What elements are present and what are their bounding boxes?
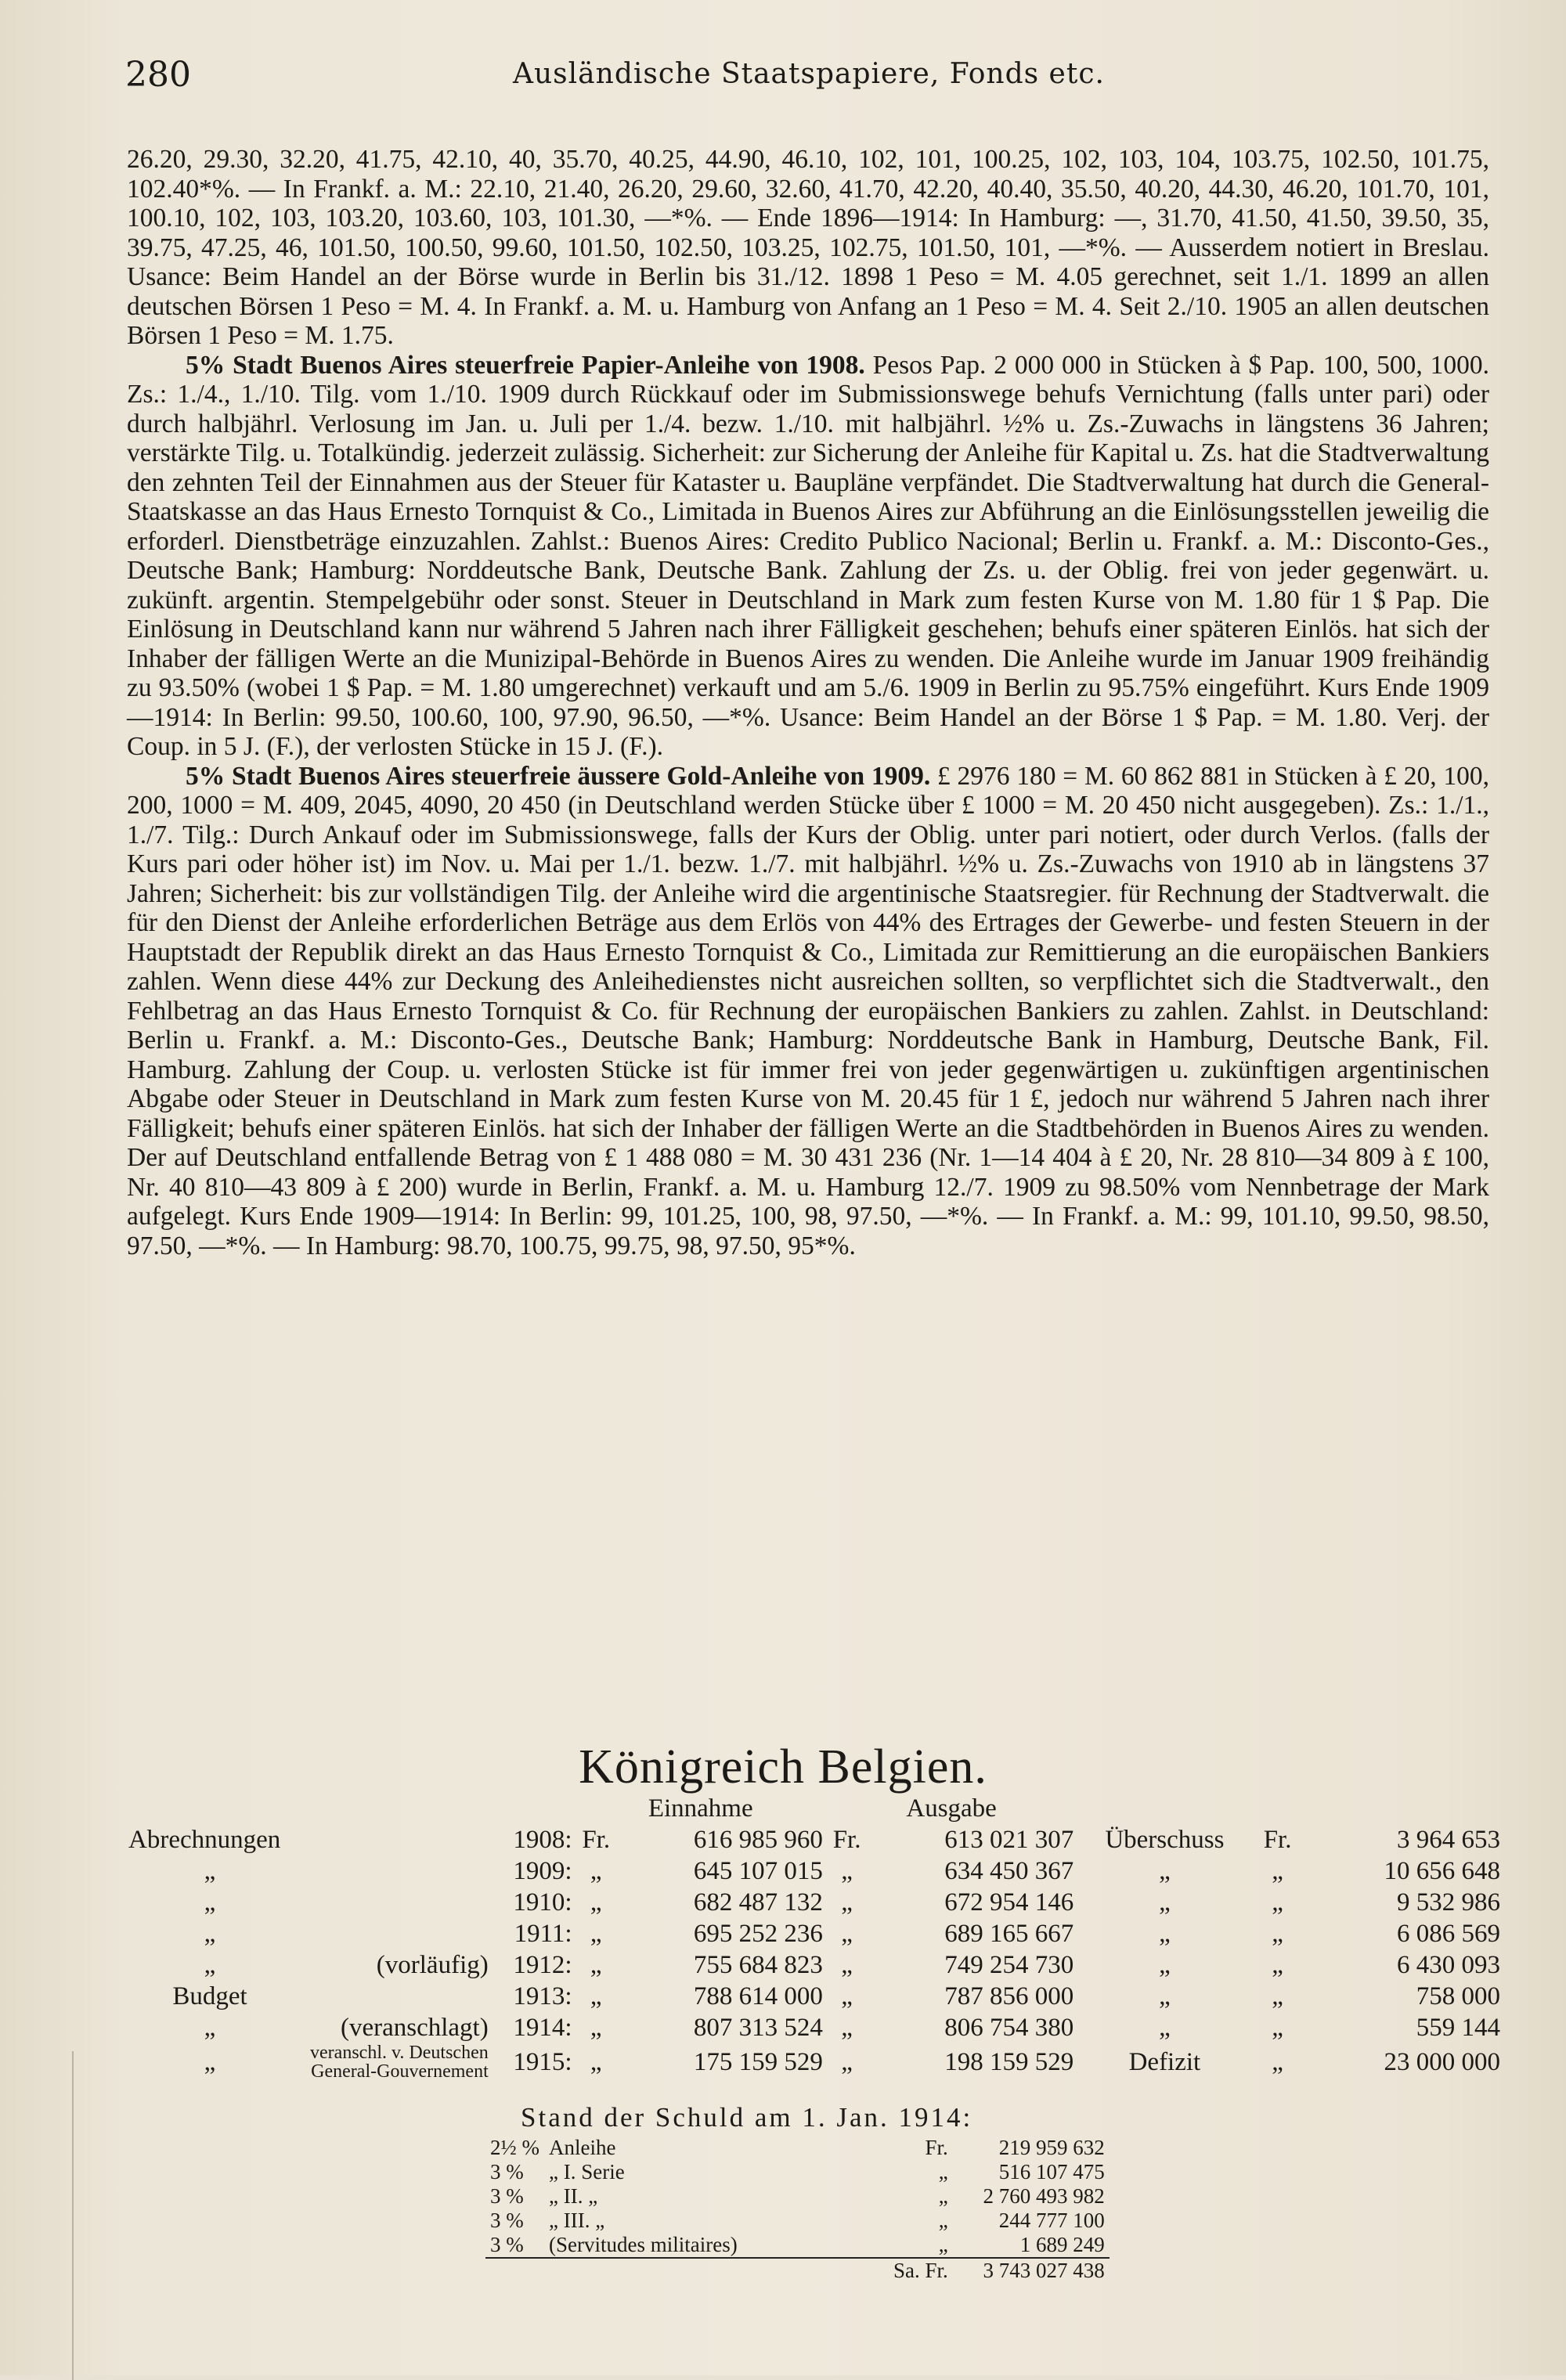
row-expense: 613 021 307 bbox=[944, 1825, 1074, 1854]
row-note bbox=[294, 1981, 492, 2012]
row-year: 1909: bbox=[513, 1856, 572, 1885]
row-note: (vorläufig) bbox=[376, 1950, 489, 1979]
row-diff: 3 964 653 bbox=[1397, 1825, 1500, 1854]
debt-row bbox=[485, 2160, 1110, 2184]
row-expense: 787 856 000 bbox=[944, 1982, 1074, 2010]
row-year: 1913: bbox=[513, 1982, 572, 2010]
finance-row bbox=[125, 1824, 1503, 1855]
finance-row bbox=[125, 1887, 1503, 1918]
row-expense: 198 159 529 bbox=[944, 2047, 1074, 2076]
page-number: 280 bbox=[125, 55, 191, 95]
row-type: „ bbox=[1159, 1888, 1171, 1917]
row-income: 616 985 960 bbox=[693, 1825, 823, 1854]
row-currency-income: „ bbox=[590, 1856, 602, 1885]
row-currency-expense: Fr. bbox=[832, 1825, 861, 1854]
row-year: 1912: bbox=[513, 1950, 572, 1979]
paper-loan-title: 5% Stadt Buenos Aires steuerfreie Papier-Anleihe von 1908. bbox=[186, 350, 865, 380]
finance-header-row bbox=[125, 1793, 1503, 1824]
debt-name: „ I. Serie bbox=[549, 2160, 625, 2183]
debt-currency: „ bbox=[938, 2209, 948, 2232]
row-label: „ bbox=[204, 1919, 216, 1948]
row-year: 1911: bbox=[514, 1919, 572, 1948]
debt-name: „ III. „ bbox=[549, 2209, 605, 2232]
row-diff: 6 086 569 bbox=[1397, 1919, 1500, 1948]
body-text bbox=[127, 145, 1489, 1260]
row-diff: 758 000 bbox=[1416, 1982, 1500, 2010]
gold-loan-title: 5% Stadt Buenos Aires steuerfreie äussere Gold-Anleihe von 1909. bbox=[186, 761, 931, 791]
debt-rate: 3 % bbox=[490, 2160, 524, 2183]
finance-row-1915 bbox=[125, 2043, 1503, 2081]
row-currency-expense: „ bbox=[841, 1856, 853, 1885]
income-header: Einnahme bbox=[648, 1794, 753, 1823]
row-note: (veranschlagt) bbox=[340, 2013, 489, 2042]
finance-row bbox=[125, 1855, 1503, 1887]
debt-rate: 3 % bbox=[490, 2233, 524, 2256]
row-year: 1908: bbox=[513, 1825, 572, 1854]
finance-row bbox=[125, 1949, 1503, 1981]
row-note bbox=[294, 1855, 492, 1887]
row-currency-expense: „ bbox=[841, 1888, 853, 1917]
debt-table bbox=[485, 2136, 1110, 2283]
row-currency-diff: „ bbox=[1272, 1888, 1283, 1917]
row-income: 645 107 015 bbox=[693, 1856, 823, 1885]
row-currency-diff: Fr. bbox=[1263, 1825, 1292, 1854]
row-note-line-1: veranschl. v. Deutschen bbox=[310, 2043, 489, 2063]
row-label: „ bbox=[204, 1888, 216, 1917]
row-expense: 806 754 380 bbox=[944, 2013, 1074, 2042]
debt-rate: 3 % bbox=[490, 2209, 524, 2232]
row-label: „ bbox=[204, 2047, 216, 2076]
row-type: „ bbox=[1159, 1982, 1171, 2010]
row-currency-expense: „ bbox=[841, 2013, 853, 2042]
debt-row bbox=[485, 2233, 1110, 2258]
row-expense: 749 254 730 bbox=[944, 1950, 1074, 1979]
debt-name: Anleihe bbox=[549, 2136, 616, 2159]
row-income: 755 684 823 bbox=[693, 1950, 823, 1979]
paragraph-paper-loan-1908 bbox=[127, 351, 1489, 762]
row-income: 807 313 524 bbox=[693, 2013, 823, 2042]
row-currency-income: „ bbox=[590, 1982, 602, 2010]
row-diff: 9 532 986 bbox=[1397, 1888, 1500, 1917]
row-type: Überschuss bbox=[1105, 1825, 1225, 1854]
debt-row bbox=[485, 2184, 1110, 2209]
row-currency-diff: „ bbox=[1272, 1982, 1283, 2010]
debt-total-row bbox=[485, 2258, 1110, 2283]
row-note-line-2: General-Gouvernement bbox=[311, 2061, 489, 2082]
debt-amount: 244 777 100 bbox=[998, 2209, 1105, 2232]
row-currency-expense: „ bbox=[841, 1950, 853, 1979]
expense-header: Ausgabe bbox=[906, 1794, 997, 1823]
row-currency-income: „ bbox=[590, 1919, 602, 1948]
row-type: „ bbox=[1159, 1950, 1171, 1979]
finance-row bbox=[125, 1918, 1503, 1949]
row-year: 1910: bbox=[513, 1888, 572, 1917]
debt-amount: 1 689 249 bbox=[1019, 2233, 1105, 2256]
row-type: „ bbox=[1159, 1919, 1171, 1948]
row-year: 1914: bbox=[513, 2013, 572, 2042]
debt-amount: 516 107 475 bbox=[998, 2160, 1105, 2183]
debt-name: „ II. „ bbox=[549, 2184, 598, 2208]
debt-row bbox=[485, 2209, 1110, 2233]
row-currency-income: Fr. bbox=[582, 1825, 611, 1854]
row-diff: 10 656 648 bbox=[1384, 1856, 1500, 1885]
debt-total-label: Sa. Fr. bbox=[889, 2258, 953, 2283]
row-type: „ bbox=[1159, 2013, 1171, 2042]
row-note bbox=[294, 1824, 492, 1855]
row-label: „ bbox=[204, 2013, 216, 2042]
debt-currency: „ bbox=[938, 2160, 948, 2183]
row-label: Budget bbox=[172, 1982, 247, 2010]
debt-currency: „ bbox=[938, 2233, 948, 2256]
gold-loan-text: £ 2976 180 = M. 60 862 881 in Stücken à £ 20, 100, 200, 1000 = M. 409, 2045, 4090, 20 450 (in Deutschland werden Stücke über £ 1000 = M. 20 450 nicht ausgegeben). Zs.: 1./1., 1./7. Tilg.: Durch Ankauf oder im Submissionswege, falls der Kurs der Oblig. unter pari notiert, oder durch Verlos. (falls der Kurs pari oder höher ist) im Nov. u. Mai per 1./1. bezw. 1./7. mit halbjährl. ½% u. Zs.-Zuwachs von 1910 ab in längstens 37 Jahren; Sicherheit: bis zur vollständigen Tilg. der Anleihe wird die argentinische Staatsregier. für Rechnung der Stadtverwalt. die für den Dienst der Anleihe erforderlichen Beträge aus dem Erlös von 44% des Ertrages der Gewerbe- und festen Steuern in der Hauptstadt der Republik direkt an das Haus Ernesto Tornquist & Co., Limitada zur Remittierung an die europäischen Bankiers zahlen. Wenn diese 44% zur Deckung des Anleihedienstes nicht ausreichen sollten, so verpflichtet sich die Stadtverwalt., den Fehlbetrag an das Haus Ernesto Tornquist & Co. für Rechnung der europäischen Bankiers zu zahlen. Zahlst. in Deutschland: Berlin u. Frankf. a. M.: Disconto-Ges., Deutsche Bank; Hamburg: Norddeutsche Bank in Hamburg, Deutsche Bank, Fil. Hamburg. Zahlung der Coup. u. verlosten Stücke ist für immer frei von jeder gegenwärtigen u. zukünftigen argentinischen Abgabe oder Steuer in Deutschland in Mark zum festen Kurse von M. 20.45 für 1 £, jedoch nur während 5 Jahren nach ihrer Fälligkeit; behufs einer späteren Einlös. hat sich der Inhaber der fälligen Werte an die Stadtbehörden in Buenos Aires zu wenden. Der auf Deutschland entfallende Betrag von £ 1 488 080 = M. 30 431 236 (Nr. 1—14 404 à £ 20, Nr. 28 810—34 809 à £ 100, Nr. 40 810—43 809 à £ 200) wurde in Berlin, Frankf. a. M. u. Hamburg 12./7. 1909 zu 98.50% vom Nennbetrage der Mark aufgelegt. Kurs Ende 1909—1914: In Berlin: 99, 101.25, 100, 98, 97.50, —*%. — In Frankf. a. M.: 99, 101.10, 99.50, 98.50, 97.50, —*%. — In Hamburg: 98.70, 100.75, 99.75, 98, 97.50, 95*%. bbox=[127, 761, 1489, 1260]
row-label: „ bbox=[204, 1950, 216, 1979]
debt-rate: 2½ % bbox=[490, 2136, 539, 2159]
debt-amount: 219 959 632 bbox=[998, 2136, 1105, 2159]
debt-currency: „ bbox=[938, 2184, 948, 2208]
debt-rate: 3 % bbox=[490, 2184, 524, 2208]
debt-name: (Servitudes militaires) bbox=[549, 2233, 738, 2256]
paragraph-argentina-continued: 26.20, 29.30, 32.20, 41.75, 42.10, 40, 35.70, 40.25, 44.90, 46.10, 102, 101, 100.25, 102, 103, 104, 103.75, 102.50, 101.75, 102.40*%. — In Frankf. a. M.: 22.10, 21.40, 26.20, 29.60, 32.60, 41.70, 42.20, 40.40, 35.50, 40.20, 44.30, 46.20, 101.70, 101, 100.10, 102, 103, 103.20, 103.60, 103, 101.30, —*%. — Ende 1896—1914: In Hamburg: —, 31.70, 41.50, 41.50, 39.50, 35, 39.75, 47.25, 46, 101.50, 100.50, 99.60, 101.50, 102.50, 103.25, 102.75, 101.50, 101, —*%. — Ausserdem notiert in Breslau. Usance: Beim Handel an der Börse wurde in Berlin bis 31./12. 1898 1 Peso = M. 4.05 gerechnet, seit 1./1. 1899 an allen deutschen Börsen 1 Peso = M. 4. In Frankf. a. M. u. Hamburg von Anfang an 1 Peso = M. 4. Seit 2./10. 1905 an allen deutschen Börsen 1 Peso = M. 1.75. bbox=[127, 145, 1489, 350]
row-income: 682 487 132 bbox=[693, 1888, 823, 1917]
section-title-belgium: Königreich Belgien. bbox=[579, 1740, 987, 1794]
row-year: 1915: bbox=[513, 2047, 572, 2076]
row-income: 788 614 000 bbox=[693, 1982, 823, 2010]
debt-currency: Fr. bbox=[925, 2136, 948, 2159]
finance-row bbox=[125, 2012, 1503, 2043]
row-income: 175 159 529 bbox=[693, 2047, 823, 2076]
row-type: „ bbox=[1159, 1856, 1171, 1885]
row-expense: 672 954 146 bbox=[944, 1888, 1074, 1917]
debt-amount: 2 760 493 982 bbox=[983, 2184, 1105, 2208]
row-income: 695 252 236 bbox=[693, 1919, 823, 1948]
row-currency-income: „ bbox=[590, 1950, 602, 1979]
row-currency-income: „ bbox=[590, 1888, 602, 1917]
row-currency-expense: „ bbox=[841, 1982, 853, 2010]
running-title: Ausländische Staatspapiere, Fonds etc. bbox=[513, 58, 1105, 90]
row-type: Defizit bbox=[1128, 2047, 1201, 2076]
row-currency-income: „ bbox=[590, 2013, 602, 2042]
row-currency-expense: „ bbox=[841, 1919, 853, 1948]
row-currency-income: „ bbox=[590, 2047, 602, 2076]
row-label: Abrechnungen bbox=[128, 1825, 281, 1854]
paragraph-gold-loan-1909 bbox=[127, 762, 1489, 1261]
row-currency-diff: „ bbox=[1272, 1919, 1283, 1948]
paper-loan-text: Pesos Pap. 2 000 000 in Stücken à $ Pap. 100, 500, 1000. Zs.: 1./4., 1./10. Tilg. vom 1./10. 1909 durch Rückkauf oder im Submissionswege behufs Vernichtung (falls unter pari) oder durch halbjährl. Verlosung im Jan. u. Juli per 1./4. bezw. 1./10. mit halbjährl. ½% u. Zs.-Zuwachs in längstens 36 Jahren; verstärkte Tilg. u. Totalkündig. jederzeit zulässig. Sicherheit: zur Sicherung der Anleihe für Kapital u. Zs. hat die Stadtverwaltung den zehnten Teil der Einnahmen aus der Steuer für Kataster u. Baupläne verpfändet. Die Stadtverwaltung hat durch die General-Staatskasse an das Haus Ernesto Tornquist & Co., Limitada in Buenos Aires zur Abführung an die Einlösungsstellen jeweilig die erforderl. Dienstbeträge einzuzahlen. Zahlst.: Buenos Aires: Credito Publico Nacional; Berlin u. Frankf. a. M.: Disconto-Ges., Deutsche Bank; Hamburg: Norddeutsche Bank, Deutsche Bank. Zahlung der Zs. u. der Oblig. frei von jeder gegenwärt. u. zukünft. argentin. Stempelgebühr oder sonst. Steuer in Deutschland in Mark zum festen Kurse von M. 1.80 für 1 $ Pap. Die Einlösung in Deutschland kann nur während 5 Jahren nach ihrer Fälligkeit geschehen; behufs einer späteren Einlös. hat sich der Inhaber der fälligen Werte an die Munizipal-Behörde in Buenos Aires zu wenden. Die Anleihe wurde im Januar 1909 freihändig zu 93.50% (wobei 1 $ Pap. = M. 1.80 umgerechnet) verkauft und am 5./6. 1909 in Berlin zu 95.75% eingeführt. Kurs Ende 1909—1914: In Berlin: 99.50, 100.60, 100, 97.90, 96.50, —*%. Usance: Beim Handel an der Börse 1 $ Pap. = M. 1.80. Verj. der Coup. in 5 J. (F.), der verlosten Stücke in 15 J. (F.). bbox=[127, 350, 1490, 761]
row-diff: 23 000 000 bbox=[1384, 2047, 1500, 2076]
finance-table bbox=[125, 1793, 1503, 2081]
row-diff: 559 144 bbox=[1416, 2013, 1500, 2042]
row-currency-expense: „ bbox=[841, 2047, 853, 2076]
row-label: „ bbox=[204, 1856, 216, 1885]
row-expense: 689 165 667 bbox=[944, 1919, 1074, 1948]
row-diff: 6 430 093 bbox=[1397, 1950, 1500, 1979]
debt-row bbox=[485, 2136, 1110, 2160]
row-note bbox=[294, 2043, 492, 2081]
page-header bbox=[125, 55, 1488, 102]
row-note bbox=[294, 1918, 492, 1949]
debt-title: Stand der Schuld am 1. Jan. 1914: bbox=[521, 2102, 973, 2133]
row-currency-diff: „ bbox=[1272, 1856, 1283, 1885]
debt-total-amount: 3 743 027 438 bbox=[953, 2258, 1110, 2283]
row-currency-diff: „ bbox=[1272, 2047, 1283, 2076]
finance-row bbox=[125, 1981, 1503, 2012]
row-expense: 634 450 367 bbox=[944, 1856, 1074, 1885]
row-currency-diff: „ bbox=[1272, 2013, 1283, 2042]
row-currency-diff: „ bbox=[1272, 1950, 1283, 1979]
row-note bbox=[294, 1887, 492, 1918]
margin-line bbox=[72, 2051, 74, 2380]
